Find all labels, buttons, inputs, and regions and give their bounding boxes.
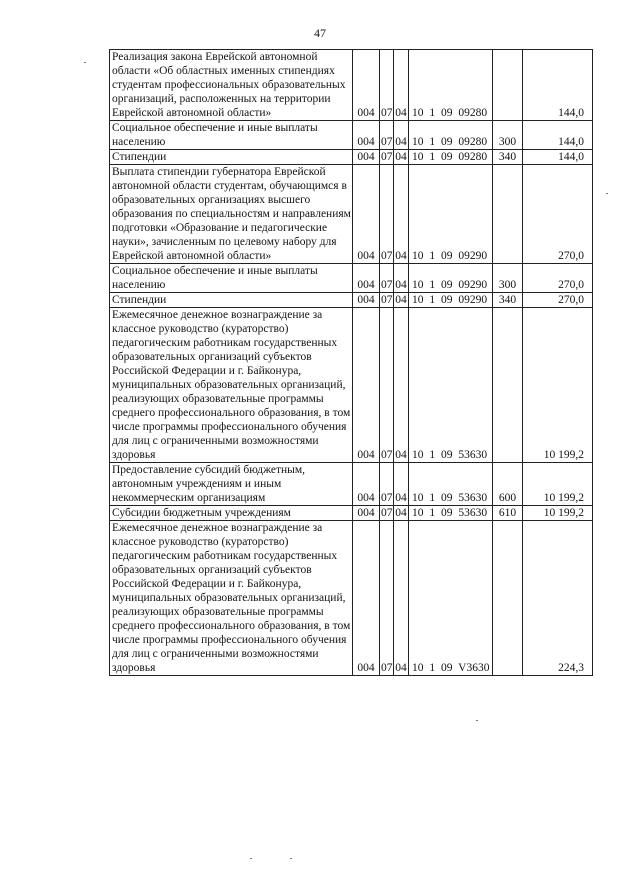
table-row xyxy=(110,293,593,308)
scan-speck xyxy=(606,193,608,194)
row-section-code: 07 xyxy=(380,521,394,676)
row-target-article: 10 1 09 V3630 xyxy=(409,521,493,676)
row-name: Предоставление субсидий бюджетным, автономным учреждениям и иным некоммерческим организациям xyxy=(110,463,353,506)
row-admin-code: 004 xyxy=(353,463,380,506)
row-amount: 144,0 xyxy=(523,150,593,165)
scan-speck xyxy=(476,720,478,721)
row-amount: 10 199,2 xyxy=(523,506,593,521)
row-admin-code: 004 xyxy=(353,150,380,165)
row-expense-type xyxy=(493,308,523,463)
scan-speck xyxy=(84,62,86,63)
row-admin-code: 004 xyxy=(353,293,380,308)
row-admin-code: 004 xyxy=(353,165,380,264)
scan-speck xyxy=(290,858,292,859)
row-expense-type: 340 xyxy=(493,150,523,165)
row-target-article: 10 1 09 09280 xyxy=(409,121,493,150)
row-admin-code: 004 xyxy=(353,308,380,463)
row-amount: 270,0 xyxy=(523,264,593,293)
row-section-code: 07 xyxy=(380,308,394,463)
row-target-article: 10 1 09 09290 xyxy=(409,293,493,308)
row-expense-type: 610 xyxy=(493,506,523,521)
row-name: Социальное обеспечение и иные выплаты населению xyxy=(110,121,353,150)
row-expense-type xyxy=(493,521,523,676)
row-section-code: 07 xyxy=(381,151,393,163)
row-name: Выплата стипендии губернатора Еврейской автономной области студентам, обучающимся в образовательных организациях высшего образования по специальностям и направлениям подготовки «Образование и педагогические науки», зачисленным по целевому набору для Еврейской автономной области» xyxy=(110,165,353,264)
row-expense-type xyxy=(493,165,523,264)
row-admin-code: 004 xyxy=(353,121,380,150)
row-target-article: 10 1 09 53630 xyxy=(409,463,493,506)
row-amount: 144,0 xyxy=(523,50,593,121)
table-row xyxy=(110,506,593,521)
page-number: 47 xyxy=(314,26,326,40)
row-admin-code: 004 xyxy=(353,50,380,121)
row-subsection-code: 04 xyxy=(395,151,407,163)
row-target-article: 10 1 09 09280 xyxy=(409,150,493,165)
row-name: Стипендии xyxy=(110,293,353,308)
row-section-code: 07 xyxy=(380,264,394,293)
row-amount: 270,0 xyxy=(523,293,593,308)
row-section-code: 07 xyxy=(380,165,394,264)
row-expense-type: 600 xyxy=(493,463,523,506)
table-row xyxy=(110,165,593,264)
row-target-article: 10 1 09 09280 xyxy=(409,50,493,121)
row-target-article: 10 1 09 09290 xyxy=(409,264,493,293)
row-name: Субсидии бюджетным учреждениям xyxy=(110,506,353,521)
row-amount: 10 199,2 xyxy=(523,463,593,506)
row-target-article: 10 1 09 53630 xyxy=(409,506,493,521)
row-admin-code: 004 xyxy=(353,521,380,676)
table-row xyxy=(110,264,593,293)
row-amount: 270,0 xyxy=(523,165,593,264)
row-section-code: 07 xyxy=(381,294,393,306)
row-expense-type xyxy=(493,50,523,121)
row-name: Реализация закона Еврейской автономной области «Об областных именных стипендиях студентам профессиональных образовательных организаций, расположенных на территории Еврейской автономной области» xyxy=(110,50,353,121)
row-section-code: 07 xyxy=(381,507,393,519)
row-subsection-code: 04 xyxy=(394,121,409,150)
row-admin-code: 004 xyxy=(353,264,380,293)
row-target-article: 10 1 09 09290 xyxy=(409,165,493,264)
row-section-code: 07 xyxy=(380,463,394,506)
row-amount: 144,0 xyxy=(523,121,593,150)
scan-speck xyxy=(250,858,252,859)
row-section-code: 07 xyxy=(380,121,394,150)
row-amount: 224,3 xyxy=(523,521,593,676)
row-subsection-code: 04 xyxy=(394,521,409,676)
row-subsection-code: 04 xyxy=(395,507,407,519)
table-row xyxy=(110,150,593,165)
row-subsection-code: 04 xyxy=(394,463,409,506)
row-name: Социальное обеспечение и иные выплаты населению xyxy=(110,264,353,293)
row-subsection-code: 04 xyxy=(394,264,409,293)
table-row xyxy=(110,521,593,676)
row-subsection-code: 04 xyxy=(395,294,407,306)
row-expense-type: 300 xyxy=(493,121,523,150)
row-admin-code: 004 xyxy=(353,506,380,521)
row-subsection-code: 04 xyxy=(394,50,409,121)
row-subsection-code: 04 xyxy=(394,308,409,463)
row-name: Ежемесячное денежное вознаграждение за классное руководство (кураторство) педагогическим работникам государственных образовательных организаций субъектов Российской Федерации и г. Байконура, муниципальных образовательных организаций, реализующих образовательные программы среднего профессионального образования, в том числе программы профессионального обучения для лиц с ограниченными возможностями здоровья xyxy=(110,308,353,463)
table-row xyxy=(110,463,593,506)
row-name: Ежемесячное денежное вознаграждение за классное руководство (кураторство) педагогическим работникам государственных образовательных организаций субъектов Российской Федерации и г. Байконура, муниципальных образовательных организаций, реализующих образовательные программы среднего профессионального образования, в том числе программы профессионального обучения для лиц с ограниченными возможностями здоровья xyxy=(110,521,353,676)
table-row xyxy=(110,308,593,463)
row-expense-type: 340 xyxy=(493,293,523,308)
row-amount: 10 199,2 xyxy=(523,308,593,463)
table-row xyxy=(110,50,593,121)
budget-table xyxy=(109,49,593,676)
row-expense-type: 300 xyxy=(493,264,523,293)
row-target-article: 10 1 09 53630 xyxy=(409,308,493,463)
table-row xyxy=(110,121,593,150)
row-name: Стипендии xyxy=(110,150,353,165)
row-subsection-code: 04 xyxy=(394,165,409,264)
row-section-code: 07 xyxy=(380,50,394,121)
